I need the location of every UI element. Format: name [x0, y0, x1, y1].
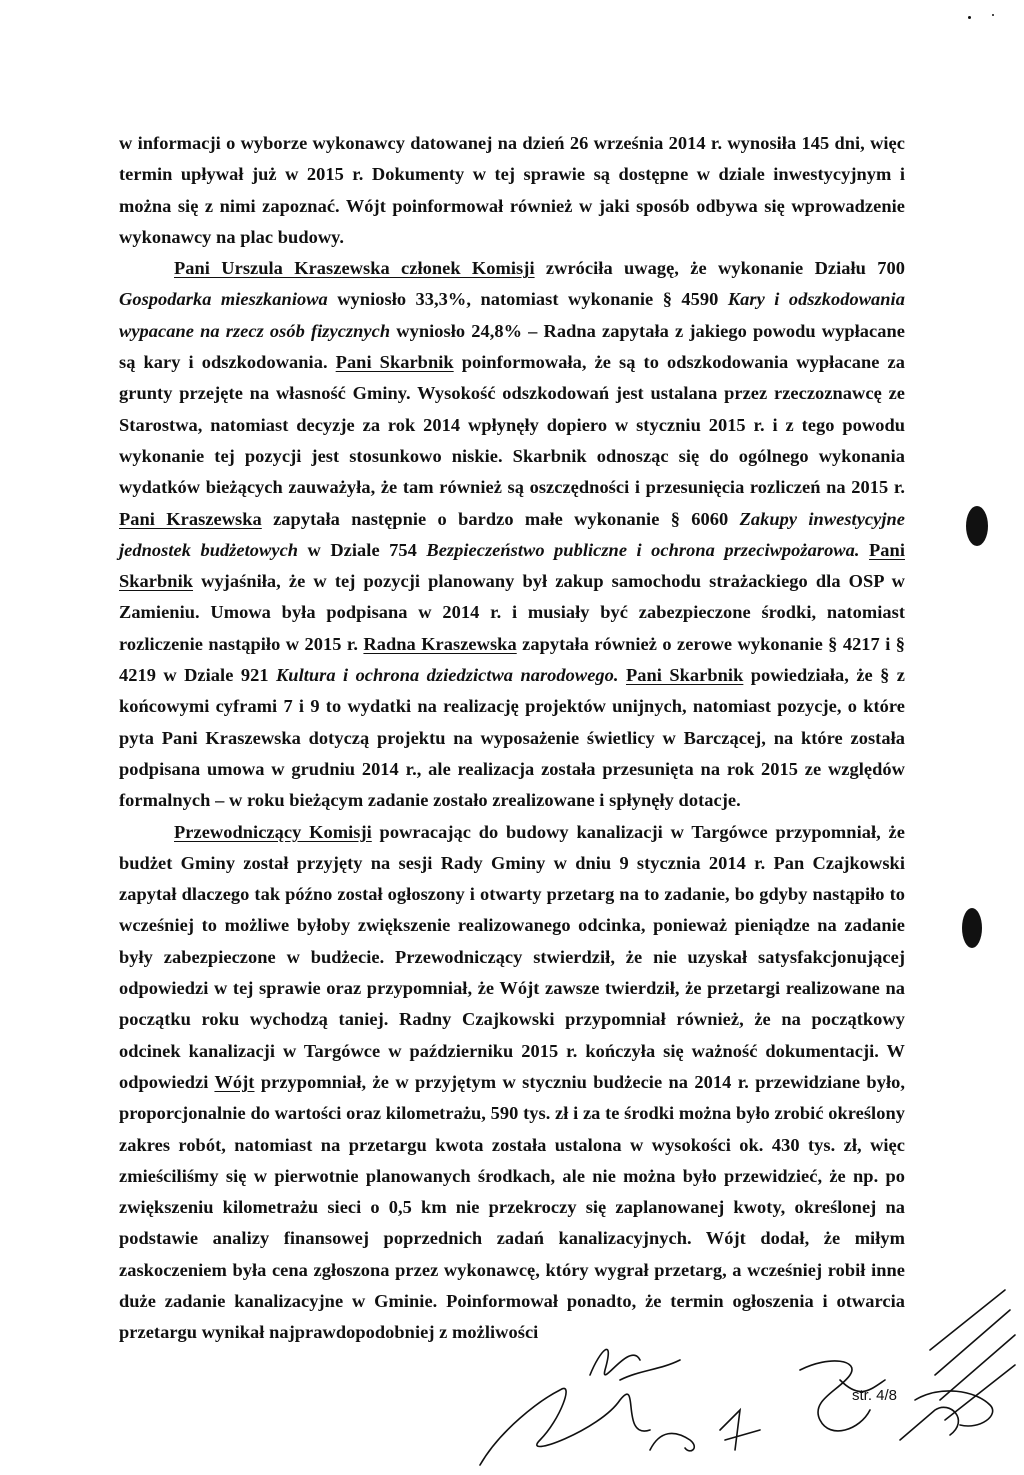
signatures-graphic [0, 1280, 1024, 1475]
speaker-name: Wójt [214, 1071, 255, 1092]
paragraph [119, 128, 905, 253]
text-run: wyniosło 24,8% – Radna zapytała z jakiego powodu wypłacane są kary i odszkodowania. [119, 320, 905, 373]
text-container [119, 128, 905, 1349]
budget-title: Gospodarka mieszkaniowa [119, 289, 328, 310]
budget-title: Kary i odszkodowania wypacane na rzecz osób fizycznych [119, 289, 905, 341]
budget-title: Kultura i ochrona dziedzictwa narodowego. [275, 665, 619, 686]
text-run: poinformowała, że są to odszkodowania wypłacane za grunty przejęte na własność Gminy. Wysokość odszkodowań jest ustalana przez rzeczoznawcę ze Starostwa, natomiast decyzje za rok 2014 wpłynęły dopiero w styczniu 2015 r. i z tego powodu wykonanie tej pozycji jest stosunkowo niskie. Skarbnik odnosząc się do ogólnego wykonania wydatków bieżących zauważyła, że tam również są oszczędności i przesunięcia rozliczeń na 2015 r. [119, 352, 905, 498]
text-run: zwróciła uwagę, że wykonanie Działu 700 [534, 258, 905, 279]
text-run [619, 665, 626, 685]
text-run: zapytała następnie o bardzo małe wykonanie § 6060 [261, 508, 740, 529]
punch-hole-mark [966, 506, 988, 546]
text-run: przypomniał, że w przyjętym w styczniu budżecie na 2014 r. przewidziane było, proporcjonalnie do wartości oraz kilometrażu, 590 tys. zł i za te środki można było zrobić określony zakres robót, natomiast na przetargu kwota została ustalona w wysokości ok. 430 tys. zł, więc zmieściliśmy się w pierwotnie planowanych środkach, ale nie można było przewidzieć, że np. po zwiększeniu kilometrażu sieci o 0,5 km nie przekroczy się zaplanowanej kwoty, określonej na podstawie analizy finansowej poprzednich zadań kanalizacyjnych. Wójt dodał, że miłym zaskoczeniem była cena zgłoszona przez wykonawcę, który wygrał przetarg, a wcześniej robił inne duże zadanie kanalizacyjne w Gminie. Poinformował ponadto, że termin ogłoszenia i otwarcia przetargu wynikał najprawdopodobniej z możliwości [119, 1071, 905, 1343]
budget-title: Bezpieczeństwo publiczne i ochrona przeciwpożarowa. [426, 539, 860, 560]
text-run [860, 540, 869, 560]
text-run: wyniosło 33,3%, natomiast wykonanie § 4590 [327, 289, 728, 310]
text-run: w Dziale 754 [298, 539, 427, 560]
speck-mark [992, 14, 994, 16]
text-run: zapytała również o zerowe wykonanie § 4217 i § 4219 w Dziale 921 [119, 633, 905, 686]
budget-title: Zakupy inwestycyjne jednostek budżetowych [119, 508, 905, 560]
paragraph [119, 817, 905, 1349]
text-run: wyjaśniła, że w tej pozycji planowany był zakup samochodu strażackiego dla OSP w Zamieniu. Umowa była podpisana w 2014 r. i musiały być zabezpieczone środki, natomiast rozliczenie nastąpiło w 2015 r. [119, 571, 905, 654]
speaker-name: Pani Skarbnik [335, 352, 454, 373]
paragraph [119, 253, 905, 816]
speaker-name: Pani Kraszewska [119, 508, 262, 529]
punch-hole-mark [962, 908, 982, 948]
text-run: powiedziała, że § z końcowymi cyframi 7 i 9 to wydatki na realizację projektów unijnych, natomiast pozycje, o które pyta Pani Kraszewska dotyczą projektu na wyposażenie świetlicy w Barczącej, na które została podpisana umowa w grudniu 2014 r., ale realizacja została przesunięta na rok 2015 ze względów formalnych – w roku bieżącym zadanie zostało zrealizowane i spłynęły dotacje. [119, 665, 906, 811]
speaker-name: Przewodniczący Komisji [174, 821, 372, 842]
text-run: powracając do budowy kanalizacji w Targówce przypomniał, że budżet Gminy został przyjęty na sesji Rady Gminy w dniu 9 stycznia 2014 r. Pan Czajkowski zapytał dlaczego tak późno został ogłoszony i otwarty przetarg na to zadanie, bo gdyby nastąpiło to wcześniej to możliwe byłoby zwiększenie realizowanego odcinka, ponieważ pieniądze na zadanie były zabezpieczone w budżecie. Przewodniczący stwierdził, że nie uzyskał satysfakcjonującej odpowiedzi w tej sprawie oraz przypomniał, że Wójt zawsze twierdził, że przetargi realizowane na początku roku wychodzą taniej. Radny Czajkowski przypomniał również, że na początkowy odcinek kanalizacji w Targówce w październiku 2015 r. kończyła się ważność dokumentacji. W odpowiedzi [119, 821, 905, 1092]
document-body [119, 128, 905, 1349]
speaker-name: Pani Skarbnik [625, 665, 744, 686]
speck-mark [968, 16, 971, 19]
text-run: w informacji o wyborze wykonawcy datowanej na dzień 26 września 2014 r. wynosiła 145 dni, więc termin upływał już w 2015 r. Dokumenty w tej sprawie są dostępne w dziale inwestycyjnym i można się z nimi zapoznać. Wójt poinformował również w jaki sposób odbywa się wprowadzenie wykonawcy na plac budowy. [119, 133, 905, 247]
speaker-name: Radna Kraszewska [363, 633, 517, 654]
speaker-name: Pani Urszula Kraszewska członek Komisji [174, 258, 535, 279]
speaker-name: Pani Skarbnik [119, 539, 905, 592]
page-number: str. 4/8 [852, 1387, 898, 1404]
